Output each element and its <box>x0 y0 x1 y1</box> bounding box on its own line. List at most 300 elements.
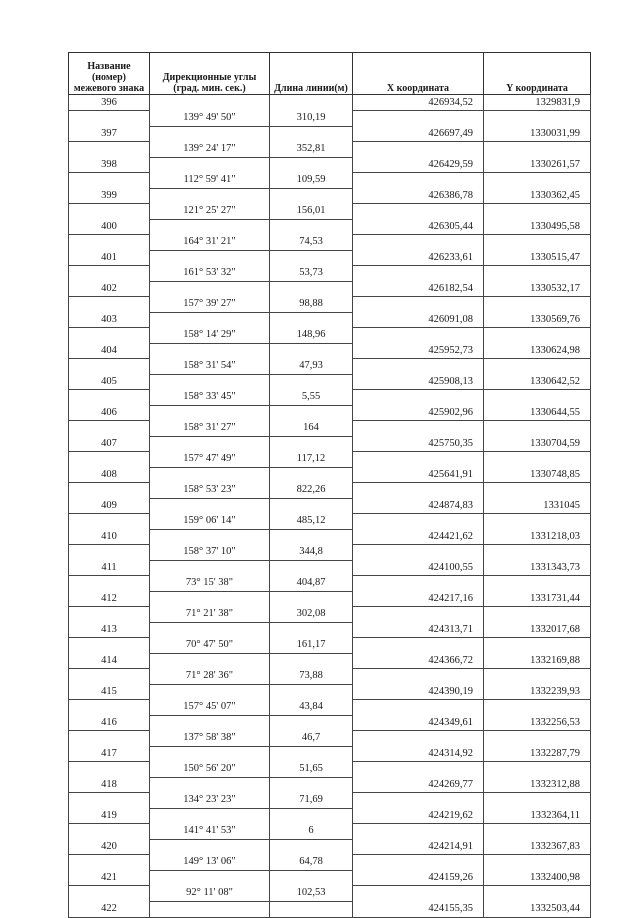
y-coordinate-value: 1332364,11 <box>484 808 591 824</box>
boundary-mark-name: 405 <box>69 374 150 390</box>
point-row <box>69 374 591 390</box>
point-row <box>69 777 591 793</box>
line-length-value: 6 <box>270 824 353 840</box>
point-row <box>69 281 591 297</box>
boundary-mark-name: 422 <box>69 901 150 917</box>
x-coordinate-value: 426091,08 <box>353 312 484 328</box>
empty-cell <box>353 111 484 127</box>
empty-cell <box>150 622 270 638</box>
header-row <box>69 53 591 95</box>
point-row <box>69 157 591 173</box>
x-coordinate-value: 424155,35 <box>353 901 484 917</box>
empty-cell <box>69 359 150 375</box>
directional-angle-value: 70° 47' 50" <box>150 638 270 654</box>
empty-cell <box>484 793 591 809</box>
y-coordinate-value: 1332503,44 <box>484 901 591 917</box>
line-length-value: 822,26 <box>270 483 353 499</box>
empty-cell <box>150 374 270 390</box>
empty-cell <box>353 700 484 716</box>
empty-cell <box>270 405 353 421</box>
empty-cell <box>484 855 591 871</box>
line-length-value: 109,59 <box>270 173 353 189</box>
segment-row <box>69 204 591 220</box>
point-row <box>69 715 591 731</box>
empty-cell <box>484 514 591 530</box>
y-coordinate-value: 1330569,76 <box>484 312 591 328</box>
empty-cell <box>484 669 591 685</box>
point-row <box>69 312 591 328</box>
empty-cell <box>150 436 270 452</box>
empty-cell <box>270 157 353 173</box>
point-row <box>69 343 591 359</box>
directional-angle-value: 157° 39' 27" <box>150 297 270 313</box>
empty-cell <box>270 684 353 700</box>
empty-cell <box>353 266 484 282</box>
directional-angle-value: 157° 47' 49" <box>150 452 270 468</box>
empty-cell <box>353 824 484 840</box>
empty-cell <box>270 653 353 669</box>
point-row <box>69 436 591 452</box>
empty-cell <box>270 622 353 638</box>
line-length-value: 46,7 <box>270 731 353 747</box>
x-coordinate-value: 425952,73 <box>353 343 484 359</box>
empty-cell <box>270 281 353 297</box>
point-row <box>69 405 591 421</box>
segment-row <box>69 421 591 437</box>
empty-cell <box>353 731 484 747</box>
empty-cell <box>150 467 270 483</box>
empty-cell <box>484 328 591 344</box>
empty-cell <box>150 591 270 607</box>
empty-cell <box>69 390 150 406</box>
segment-row <box>69 700 591 716</box>
line-length-value: 53,73 <box>270 266 353 282</box>
empty-cell <box>69 793 150 809</box>
line-length-value: 102,53 <box>270 886 353 902</box>
empty-cell <box>69 235 150 251</box>
empty-cell <box>353 297 484 313</box>
empty-cell <box>484 266 591 282</box>
header-directional-angle: Дирекционные углы (град. мин. сек.) <box>150 53 270 95</box>
empty-cell <box>270 374 353 390</box>
empty-cell <box>270 870 353 886</box>
empty-cell <box>270 250 353 266</box>
directional-angle-value: 158° 31' 27" <box>150 421 270 437</box>
segment-row <box>69 297 591 313</box>
empty-cell <box>353 390 484 406</box>
segment-row <box>69 452 591 468</box>
x-coordinate-value: 426305,44 <box>353 219 484 235</box>
empty-cell <box>69 576 150 592</box>
empty-cell <box>150 777 270 793</box>
y-coordinate-value: 1332367,83 <box>484 839 591 855</box>
empty-cell <box>353 173 484 189</box>
empty-cell <box>353 514 484 530</box>
empty-cell <box>69 266 150 282</box>
line-length-value: 156,01 <box>270 204 353 220</box>
y-coordinate-value: 1331731,44 <box>484 591 591 607</box>
y-coordinate-value: 1332400,98 <box>484 870 591 886</box>
x-coordinate-value: 426386,78 <box>353 188 484 204</box>
y-coordinate-value: 1330532,17 <box>484 281 591 297</box>
line-length-value: 344,8 <box>270 545 353 561</box>
segment-row <box>69 266 591 282</box>
empty-cell <box>69 607 150 623</box>
line-length-value: 74,53 <box>270 235 353 251</box>
empty-cell <box>69 173 150 189</box>
x-coordinate-value: 424159,26 <box>353 870 484 886</box>
empty-cell <box>69 638 150 654</box>
y-coordinate-value: 1332169,88 <box>484 653 591 669</box>
segment-row <box>69 142 591 158</box>
empty-cell <box>69 700 150 716</box>
directional-angle-value: 121° 25' 27" <box>150 204 270 220</box>
point-row <box>69 467 591 483</box>
empty-cell <box>69 328 150 344</box>
empty-cell <box>270 467 353 483</box>
line-length-value: 161,17 <box>270 638 353 654</box>
point-row <box>69 746 591 762</box>
empty-cell <box>150 312 270 328</box>
empty-cell <box>270 746 353 762</box>
boundary-mark-name: 404 <box>69 343 150 359</box>
x-coordinate-value: 426934,52 <box>353 95 484 111</box>
empty-cell <box>484 111 591 127</box>
line-length-value: 352,81 <box>270 142 353 158</box>
segment-row <box>69 576 591 592</box>
empty-cell <box>353 452 484 468</box>
empty-cell <box>353 669 484 685</box>
segment-row <box>69 545 591 561</box>
empty-cell <box>353 328 484 344</box>
y-coordinate-value: 1330644,55 <box>484 405 591 421</box>
empty-cell <box>150 219 270 235</box>
empty-cell <box>150 808 270 824</box>
boundary-mark-name: 420 <box>69 839 150 855</box>
y-coordinate-value: 1332256,53 <box>484 715 591 731</box>
line-length-value: 51,65 <box>270 762 353 778</box>
segment-row <box>69 514 591 530</box>
x-coordinate-value: 424390,19 <box>353 684 484 700</box>
directional-angle-value: 149° 13' 06" <box>150 855 270 871</box>
empty-cell <box>270 808 353 824</box>
y-coordinate-value: 1332017,68 <box>484 622 591 638</box>
empty-cell <box>150 157 270 173</box>
y-coordinate-value: 1331343,73 <box>484 560 591 576</box>
x-coordinate-value: 426429,59 <box>353 157 484 173</box>
line-length-value: 404,87 <box>270 576 353 592</box>
point-row <box>69 653 591 669</box>
boundary-mark-name: 409 <box>69 498 150 514</box>
line-length-value: 64,78 <box>270 855 353 871</box>
empty-cell <box>270 436 353 452</box>
x-coordinate-value: 424219,62 <box>353 808 484 824</box>
directional-angle-value: 71° 21' 38" <box>150 607 270 623</box>
empty-cell <box>150 343 270 359</box>
segment-row <box>69 483 591 499</box>
empty-cell <box>150 188 270 204</box>
directional-angle-value: 139° 24' 17" <box>150 142 270 158</box>
header-boundary-mark-name: Название (номер) межевого знака <box>69 53 150 95</box>
y-coordinate-value: 1332312,88 <box>484 777 591 793</box>
boundary-mark-name: 407 <box>69 436 150 452</box>
empty-cell <box>484 452 591 468</box>
directional-angle-value: 139° 49' 50" <box>150 111 270 127</box>
empty-cell <box>484 483 591 499</box>
y-coordinate-value: 1330362,45 <box>484 188 591 204</box>
directional-angle-value: 150° 56' 20" <box>150 762 270 778</box>
coordinates-table <box>68 52 591 918</box>
boundary-mark-name: 402 <box>69 281 150 297</box>
point-row <box>69 901 591 917</box>
directional-angle-value: 158° 31' 54" <box>150 359 270 375</box>
empty-cell <box>69 421 150 437</box>
segment-row <box>69 669 591 685</box>
empty-cell <box>69 762 150 778</box>
empty-cell <box>270 498 353 514</box>
empty-cell <box>484 235 591 251</box>
segment-row <box>69 111 591 127</box>
empty-cell <box>484 576 591 592</box>
x-coordinate-value: 424214,91 <box>353 839 484 855</box>
point-row <box>69 95 591 111</box>
segment-row <box>69 328 591 344</box>
point-row <box>69 870 591 886</box>
empty-cell <box>69 731 150 747</box>
empty-cell <box>270 188 353 204</box>
point-row <box>69 529 591 545</box>
directional-angle-value: 161° 53' 32" <box>150 266 270 282</box>
empty-cell <box>484 297 591 313</box>
empty-cell <box>353 545 484 561</box>
directional-angle-value: 134° 23' 23" <box>150 793 270 809</box>
empty-cell <box>150 870 270 886</box>
header-y-coordinate: Y координата <box>484 53 591 95</box>
y-coordinate-value: 1330261,57 <box>484 157 591 173</box>
directional-angle-value: 71° 28' 36" <box>150 669 270 685</box>
empty-cell <box>69 111 150 127</box>
empty-cell <box>270 126 353 142</box>
empty-cell <box>353 421 484 437</box>
line-length-value: 98,88 <box>270 297 353 313</box>
segment-row <box>69 390 591 406</box>
line-length-value: 117,12 <box>270 452 353 468</box>
empty-cell <box>69 855 150 871</box>
boundary-mark-name: 419 <box>69 808 150 824</box>
empty-cell <box>484 204 591 220</box>
x-coordinate-value: 424269,77 <box>353 777 484 793</box>
segment-row <box>69 824 591 840</box>
empty-cell <box>353 576 484 592</box>
point-row <box>69 560 591 576</box>
line-length-value: 73,88 <box>270 669 353 685</box>
segment-row <box>69 359 591 375</box>
x-coordinate-value: 426233,61 <box>353 250 484 266</box>
y-coordinate-value: 1330748,85 <box>484 467 591 483</box>
empty-cell <box>484 142 591 158</box>
x-coordinate-value: 424314,92 <box>353 746 484 762</box>
line-length-value: 47,93 <box>270 359 353 375</box>
empty-cell <box>69 297 150 313</box>
empty-cell <box>150 684 270 700</box>
empty-cell <box>353 359 484 375</box>
segment-row <box>69 173 591 189</box>
empty-cell <box>484 824 591 840</box>
empty-cell <box>150 746 270 762</box>
directional-angle-value: 112° 59' 41" <box>150 173 270 189</box>
boundary-mark-name: 412 <box>69 591 150 607</box>
empty-cell <box>484 700 591 716</box>
y-coordinate-value: 1330704,59 <box>484 436 591 452</box>
line-length-value: 302,08 <box>270 607 353 623</box>
empty-cell <box>353 638 484 654</box>
line-length-value: 71,69 <box>270 793 353 809</box>
empty-cell <box>69 514 150 530</box>
empty-cell <box>69 545 150 561</box>
line-length-value: 164 <box>270 421 353 437</box>
empty-cell <box>150 529 270 545</box>
boundary-mark-name: 414 <box>69 653 150 669</box>
header-x-coordinate: X координата <box>353 53 484 95</box>
empty-cell <box>150 281 270 297</box>
boundary-mark-name: 396 <box>69 95 150 111</box>
empty-cell <box>69 452 150 468</box>
empty-cell <box>353 204 484 220</box>
empty-cell <box>69 824 150 840</box>
point-row <box>69 622 591 638</box>
empty-cell <box>484 173 591 189</box>
empty-cell <box>270 219 353 235</box>
y-coordinate-value: 1330515,47 <box>484 250 591 266</box>
empty-cell <box>484 762 591 778</box>
x-coordinate-value: 426697,49 <box>353 126 484 142</box>
directional-angle-value: 73° 15' 38" <box>150 576 270 592</box>
empty-cell <box>69 483 150 499</box>
directional-angle-value: 92° 11' 08" <box>150 886 270 902</box>
empty-cell <box>353 886 484 902</box>
empty-cell <box>150 901 270 917</box>
x-coordinate-value: 424313,71 <box>353 622 484 638</box>
empty-cell <box>270 777 353 793</box>
point-row <box>69 498 591 514</box>
directional-angle-value: 158° 53' 23" <box>150 483 270 499</box>
empty-cell <box>484 886 591 902</box>
empty-cell <box>270 560 353 576</box>
x-coordinate-value: 424421,62 <box>353 529 484 545</box>
point-row <box>69 219 591 235</box>
boundary-mark-name: 413 <box>69 622 150 638</box>
point-row <box>69 188 591 204</box>
y-coordinate-value: 1330642,52 <box>484 374 591 390</box>
empty-cell <box>353 855 484 871</box>
segment-row <box>69 762 591 778</box>
header-line-length: Длина линии(м) <box>270 53 353 95</box>
directional-angle-value: 164° 31' 21" <box>150 235 270 251</box>
directional-angle-value: 158° 33' 45" <box>150 390 270 406</box>
empty-cell <box>353 235 484 251</box>
x-coordinate-value: 425902,96 <box>353 405 484 421</box>
empty-cell <box>150 839 270 855</box>
empty-cell <box>270 312 353 328</box>
empty-cell <box>270 901 353 917</box>
y-coordinate-value: 1331218,03 <box>484 529 591 545</box>
directional-angle-value: 141° 41' 53" <box>150 824 270 840</box>
x-coordinate-value: 424366,72 <box>353 653 484 669</box>
empty-cell <box>69 204 150 220</box>
line-length-value: 485,12 <box>270 514 353 530</box>
empty-cell <box>150 653 270 669</box>
boundary-mark-name: 411 <box>69 560 150 576</box>
directional-angle-value: 157° 45' 07" <box>150 700 270 716</box>
empty-cell <box>353 762 484 778</box>
point-row <box>69 808 591 824</box>
empty-cell <box>150 498 270 514</box>
boundary-mark-name: 399 <box>69 188 150 204</box>
line-length-value: 148,96 <box>270 328 353 344</box>
line-length-value: 43,84 <box>270 700 353 716</box>
segment-row <box>69 793 591 809</box>
line-length-value: 5,55 <box>270 390 353 406</box>
x-coordinate-value: 425641,91 <box>353 467 484 483</box>
empty-cell <box>150 405 270 421</box>
segment-row <box>69 607 591 623</box>
point-row <box>69 591 591 607</box>
boundary-mark-name: 398 <box>69 157 150 173</box>
boundary-mark-name: 400 <box>69 219 150 235</box>
y-coordinate-value: 1330031,99 <box>484 126 591 142</box>
line-length-value: 310,19 <box>270 111 353 127</box>
boundary-mark-name: 406 <box>69 405 150 421</box>
boundary-mark-name: 417 <box>69 746 150 762</box>
empty-cell <box>484 731 591 747</box>
empty-cell <box>353 793 484 809</box>
x-coordinate-value: 424100,55 <box>353 560 484 576</box>
y-coordinate-value: 1332287,79 <box>484 746 591 762</box>
point-row <box>69 684 591 700</box>
boundary-mark-name: 415 <box>69 684 150 700</box>
empty-cell <box>150 560 270 576</box>
boundary-mark-name: 416 <box>69 715 150 731</box>
empty-cell <box>69 886 150 902</box>
boundary-mark-name: 397 <box>69 126 150 142</box>
x-coordinate-value: 424349,61 <box>353 715 484 731</box>
x-coordinate-value: 424874,83 <box>353 498 484 514</box>
boundary-mark-name: 421 <box>69 870 150 886</box>
segment-row <box>69 855 591 871</box>
segment-row <box>69 235 591 251</box>
empty-cell <box>484 421 591 437</box>
empty-cell <box>150 715 270 731</box>
empty-cell <box>270 343 353 359</box>
empty-cell <box>484 607 591 623</box>
empty-cell <box>353 142 484 158</box>
empty-cell <box>353 483 484 499</box>
empty-cell <box>353 607 484 623</box>
empty-cell <box>484 545 591 561</box>
segment-row <box>69 886 591 902</box>
segment-row <box>69 731 591 747</box>
y-coordinate-value: 1330624,98 <box>484 343 591 359</box>
boundary-mark-name: 403 <box>69 312 150 328</box>
x-coordinate-value: 424217,16 <box>353 591 484 607</box>
empty-cell <box>270 715 353 731</box>
boundary-mark-name: 408 <box>69 467 150 483</box>
empty-cell <box>150 126 270 142</box>
boundary-mark-name: 410 <box>69 529 150 545</box>
directional-angle-value: 158° 37' 10" <box>150 545 270 561</box>
y-coordinate-value: 1332239,93 <box>484 684 591 700</box>
empty-cell <box>69 669 150 685</box>
